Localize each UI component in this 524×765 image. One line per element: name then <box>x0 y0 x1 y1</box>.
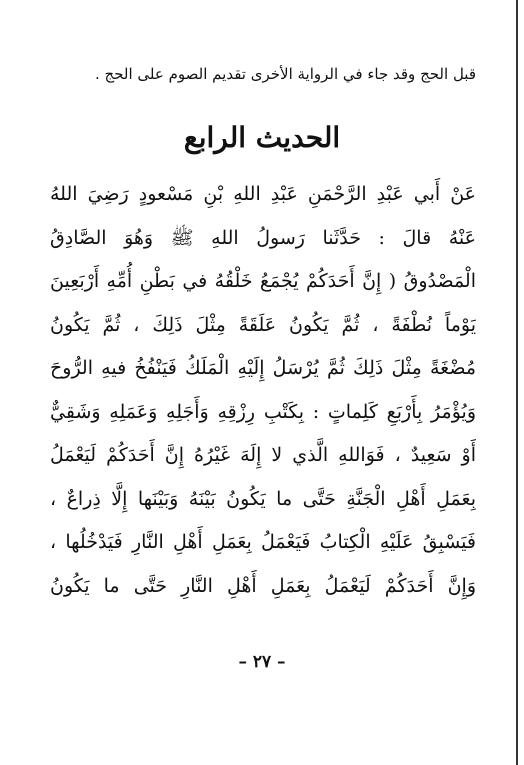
hadith-line: بِعَمَلِ أَهْلِ الْجَنَّةِ حَتَّى ما يَكُونُ بَيْنَهُ وَبَيْنَها إِلَّا ذِراعٌ ، <box>50 487 476 510</box>
hadith-title: الحديث الرابع <box>183 121 341 154</box>
hadith-line: يَوْماً نُطْفَةً ، ثُمَّ يَكُونُ عَلَقَةً مِثْلَ ذَلِكَ ، ثُمَّ يَكُونُ <box>50 313 476 336</box>
hadith-line: وَيُؤْمَرُ بِأَرْبَعِ كَلِماتٍ : بِكَتْبِ رِزْقِهِ وَأَجَلِهِ وَعَمَلِهِ وَشَقِيٌّ <box>50 400 476 423</box>
hadith-line: مُضْغَةً مِثْلَ ذَلِكَ ثُمَّ يُرْسَلُ إِلَيْهِ الْمَلَكُ فَيَنْفُخُ فيهِ الرُّوحَ <box>50 357 476 379</box>
hadith-body <box>50 173 476 608</box>
page-number: – ٢٧ – <box>238 652 286 672</box>
hadith-line: وَإِنَّ أَحَدَكُمْ لَيَعْمَلُ بِعَمَلِ أَهْلِ النَّارِ حَتَّى ما يَكُونُ <box>50 574 476 597</box>
hadith-line: أَوْ سَعِيدٌ ، فَوَاللهِ الَّذي لا إِلَهَ غَيْرُهُ إِنَّ أَحَدَكُمْ لَيَعْمَلُ <box>50 444 476 466</box>
hadith-line: عَنْهُ قالَ : حَدَّثَنا رَسولُ اللهِ ﷺ وَهُوَ الصَّادِقُ <box>50 226 476 249</box>
hadith-line: فَيَسْبِقُ عَلَيْهِ الْكِتابُ فَيَعْمَلُ بِعَمَلِ أَهْلِ النَّارِ فَيَدْخُلُها ، <box>50 531 476 553</box>
hadith-line: الْمَصْدُوقُ ( إِنَّ أَحَدَكُمْ يُجْمَعُ خَلْقُهُ في بَطْنِ أُمِّهِ أَرْبَعِينَ <box>50 270 476 292</box>
hadith-line: عَنْ أَبي عَبْدِ الرَّحْمَنِ عَبْدِ اللهِ بْنِ مَسْعودٍ رَضِيَ اللهُ <box>50 183 476 205</box>
intro-line: قبل الحج وقد جاء في الرواية الأخرى تقديم الصوم على الحج . <box>95 65 476 83</box>
